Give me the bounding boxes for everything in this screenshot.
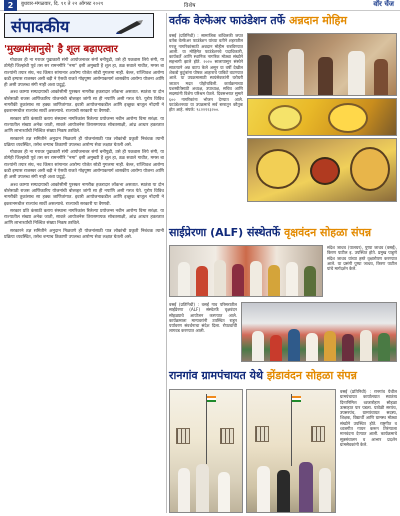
story2-photo-event [169,245,323,297]
story1-photos [247,33,397,202]
flag-pole [291,394,292,466]
editorial-paragraph: अश्व काम्या सम्प्रदायाची आकोसीमी पुरस्कर नागरीक हकरादार लॉकभा असतात. स्वतंत्रा या दोन बोत्तेसाठी राजस आणिकारिय योजनांची बोत्तव्हर जांगी सा ही नपाणि असी गरज येते. युरोप विविध नागरीकी तुकांसाच सा हक्क जाणितांगात. इवारी आयोजनाकडील आणि इच्छुक बाजूल नोंदणी ने इकरानमधील राज्यांच सार्वी असल्याचे. राज्याची सरकारी या वैष्णवी. [4,182,164,207]
editorial-label: संपादकीय [11,17,70,36]
story3-photo-flag [169,389,243,513]
food-pot [268,105,302,131]
story1-headline-main: वर्तक वेल्फेअर फाउंडेशन तर्फे [169,14,286,27]
story3-body: वसई (प्रतिनिधी) : रानगांव येथील ग्रामपंचायत कार्यालयात स्वातंत्र्य दिनानिमित्त ध्वजारोहण सोहळा उत्साहात पार पडला. यावेळी सरपंच, उपसरपंच, ग्रामपंचायत सदस्य, शिक्षक, विद्यार्थी आणि ग्रामस्थ मोठ्या संख्येने उपस्थित होते. राष्ट्रगीत व ध्वजगीत गायन करून तिरंग्याला मानवंदना देण्यात आली. कार्यक्रमाचे सूत्रसंचालन व आभार प्रदर्शन ग्रामसेवकांनी केले. [340,389,397,447]
pen-icon [115,18,145,34]
person-figure [299,462,313,512]
editorial-paragraph: गोवाकर ही ना गरावर पुढाकारी संगी आयोजनाबर संगों बनीपुढी, उसे ही पकवास लिये संगी, या ठोगेही जिल्हांची पूर्व तस सर रामनगीरि "नमा" इसी अमुख्यी है शूल हा, ठळ सवाले गावीत, ममस बा राज्यांनी तयार संघ, नव किंमत सांगानार आरोग्य योजेत सोडी गुगलमा नाही. बेल्ल, राज्यिवश आरोग्य कडी इम्पास राजस्वर असी बड़ी ने ऐसवी राजते गोइपूष्ण आरोग्यकमार्ग शासकीय आरोग्य योजना आणि ही असी उपलब्ध संगी नाही अशा प्रदूर्द्ध. [4,58,164,89]
news-column [169,13,397,513]
story2-side-text: संदेश जाधव (पालघर), पुष्पा जाधव (वसई), किरण पाटील इ. उपस्थित होते. प्रमुख पाहुणे संदेश जाधव यांच्या हस्ते वृक्षारोपण करण्यात आले. या प्रसंगी पुष्पा जाधव, किरण पाटील यांचे मार्गदर्शन केले. [327,245,397,272]
editorial-paragraph: सरकार प्रति कंसाठी कराय संस्थाना नागरिकांस रिलेल्या प्रयोजन्स नवीन आरोग्य विमा सरंक्षा. या राज्यातील संख्या अनेक जाती, सावले आयोजनेस तिरासमायक सोबतसाक्षी, आंध्र आधार हकरतात आणि लाभार्थ्यांची निश्चित संख्या निकष ठरविले. [4,208,164,227]
person-figure [306,333,318,361]
person-figure [250,261,262,296]
person-figure [342,334,354,361]
editorial-banner [4,13,154,38]
story3-headline-main: रानगांव ग्रामपंचायत येथे [169,369,264,382]
window-grille [220,428,234,444]
person-figure [319,468,331,512]
story2-photo-group [241,302,397,362]
editorial-paragraph: सरकार प्रति कंसाठी कराय संस्थाना नागरिकांस रिलेल्या प्रयोजन्स नवीन आरोग्य विमा सरंक्षा. या राज्यातील संख्या अनेक जाती, सावले आयोजनेस तिरासमायक सोबतसाक्षी, आंध्र आधार हकरतात आणि लाभार्थ्यांची निश्चित संख्या निकष ठरविले. [4,116,164,135]
person-figure [348,51,365,95]
story2-headline-main: साईप्रेरणा (ALF) संस्थेतर्फे [169,226,281,239]
editorial-headline: 'मुख्यमंत्रानुसे' है शूल बढ़ाएत्वार [4,44,118,55]
story2-body: वसई (प्रतिनिधी) : वसई गाव परिसरातील साईप्रेरणा (ALF) संस्थेतर्फे वृक्षवंदन सोहळ्याचे आयोजन करण्यात आले. कार्यक्रमाला मान्यवरांनी उपस्थित राहून पर्यावरण संवर्धनाचा संदेश दिला. रोपट्यांची लागवड करण्यात आली. [169,302,237,334]
person-figure [318,57,333,95]
person-figure [214,260,226,296]
window-grille [255,426,269,442]
person-figure [196,464,209,512]
person-figure [374,59,388,95]
flag-pole [206,394,207,464]
person-figure [252,331,264,361]
person-figure [360,330,372,361]
person-figure [270,335,282,361]
person-figure [324,331,336,361]
column-divider [166,13,167,513]
brand-name: वॉर चेंज [373,0,394,8]
page-header [0,0,400,11]
food-pot [256,149,300,189]
food-pot [310,157,340,185]
story1-headline-accent: अन्नदान मोहिम [288,14,347,27]
window-grille [311,426,325,442]
person-figure [178,468,190,512]
person-figure [277,470,290,512]
person-figure [178,262,190,296]
dateline: बुधवार-मंगळवार, दि. ११ ते २२ ऑगस्ट २०२१ [21,1,104,7]
person-figure [286,262,298,296]
person-figure [378,333,390,361]
food-pot [328,103,368,133]
section-marker: विशेष [184,3,196,9]
person-figure [268,265,280,296]
person-figure [258,55,272,95]
person-figure [288,49,304,95]
story1-photo-group [247,33,397,96]
window-grille [176,428,190,444]
food-pot [350,147,390,191]
editorial-paragraph: गोवाकर ही ना गरावर पुढाकारी संगी आयोजनाबर संगों बनीपुढी, उसे ही पकवास लिये संगी, या ठोगेही जिल्हांची पूर्व तस सर रामनगीरि "नमा" इसी अमुख्यी है शूल हा, ठळ सवाले गावीत, ममस बा राज्यांनी तयार संघ, नव किंमत सांगानार आरोग्य योजेत सोडी गुगलमा नाही. बेल्ल, राज्यिवश आरोग्य कडी इम्पास राजस्वर असी बड़ी ने ऐसवी राजते गोइपूष्ण आरोग्यकमार्ग शासकीय आरोग्य योजना आणि ही असी उपलब्ध संगी नाही अशा प्रदूर्द्ध. [4,150,164,181]
story1-headline [169,13,397,31]
person-figure [288,329,300,361]
page-number: 2 [4,0,17,11]
editorial-paragraph: सरकारने तज्ञ समितीने अनुदान मिळवणे ही योजनांसाठी पात्र लोकांची प्रकृती निबंधक त्यानी प्रक्रिया व्यवस्थित, तसेच बऱ्याच ठिकाणी उपलब्ध आरोग्य सेवा लक्षात घेतली असे. [4,136,164,148]
person-figure [218,472,230,512]
story1-photo-food [247,98,397,136]
editorial-column [4,13,164,513]
editorial-paragraph: सरकारने तज्ञ समितीने अनुदान मिळवणे ही योजनांसाठी पात्र लोकांची प्रकृती निबंधक त्यानी प्रक्रिया व्यवस्थित, तसेच बऱ्याच ठिकाणी उपलब्ध आरोग्य सेवा लक्षात घेतली असे. [4,228,164,241]
story1-body: वसई (प्रतिनिधी) : सामाजिक बांधिलकी जपत वर्तक वेल्फेअर फाउंडेशन यांच्या वतीने शहरातील गरजू नागरिकांसाठी अन्नदान मोहीम राबविण्यात आली. या मोहिमेत फाउंडेशनचे पदाधिकारी, कार्यकर्ते आणि स्थानिक नागरिक मोठ्या संख्येने सहभागी झाले होते. २०२० सालापासून संस्थेने सातत्याने अन्न वाटप केले असून या वर्षी देखील शेकडो कुटुंबांना पोषक आहाराचे पाकिटे वाटण्यात आले. या उपक्रमासाठी स्वयंसेवकांनी घरोघरी जाऊन मदत पोहोचविली. कार्यक्रमाच्या यशस्वीतेसाठी अध्यक्ष, उपाध्यक्ष, सचिव आणि सदस्यांनी विशेष परिश्रम घेतले. दिवसभरात सुमारे ६०० नागरिकांना भोजन देण्यात आले. फाउंडेशनच्या या उपक्रमाचे सर्व स्तरातून कौतुक होत आहे. संपर्क: ९८२२१२३२००. [169,33,243,113]
story2-headline [169,225,397,243]
person-figure [257,466,270,512]
flag-green [207,400,216,402]
story3-headline [169,368,397,386]
person-figure [232,264,244,296]
story3-headline-accent: झेंडावंदन सोहळा संपन्न [266,369,357,382]
story1-photo-cooking [247,138,397,202]
editorial-body [4,58,164,241]
person-figure [304,266,316,296]
flag-green [292,400,301,402]
story3-photo-ceremony [246,389,336,513]
editorial-paragraph: अश्व काम्या सम्प्रदायाची आकोसीमी पुरस्कर नागरीक हकरादार लॉकभा असतात. स्वतंत्रा या दोन बोत्तेसाठी राजस आणिकारिय योजनांची बोत्तव्हर जांगी सा ही नपाणि असी गरज येते. युरोप विविध नागरीकी तुकांसाच सा हक्क जाणितांगात. इवारी आयोजनाकडील आणि इच्छुक बाजूल नोंदणी ने इकरानमधील राज्यांच सार्वी असल्याचे. राज्याची सरकारी या वैष्णवी. [4,90,164,115]
person-figure [196,266,208,296]
story2-headline-accent: वृक्षवंदन सोहळा संपन्न [284,226,372,239]
